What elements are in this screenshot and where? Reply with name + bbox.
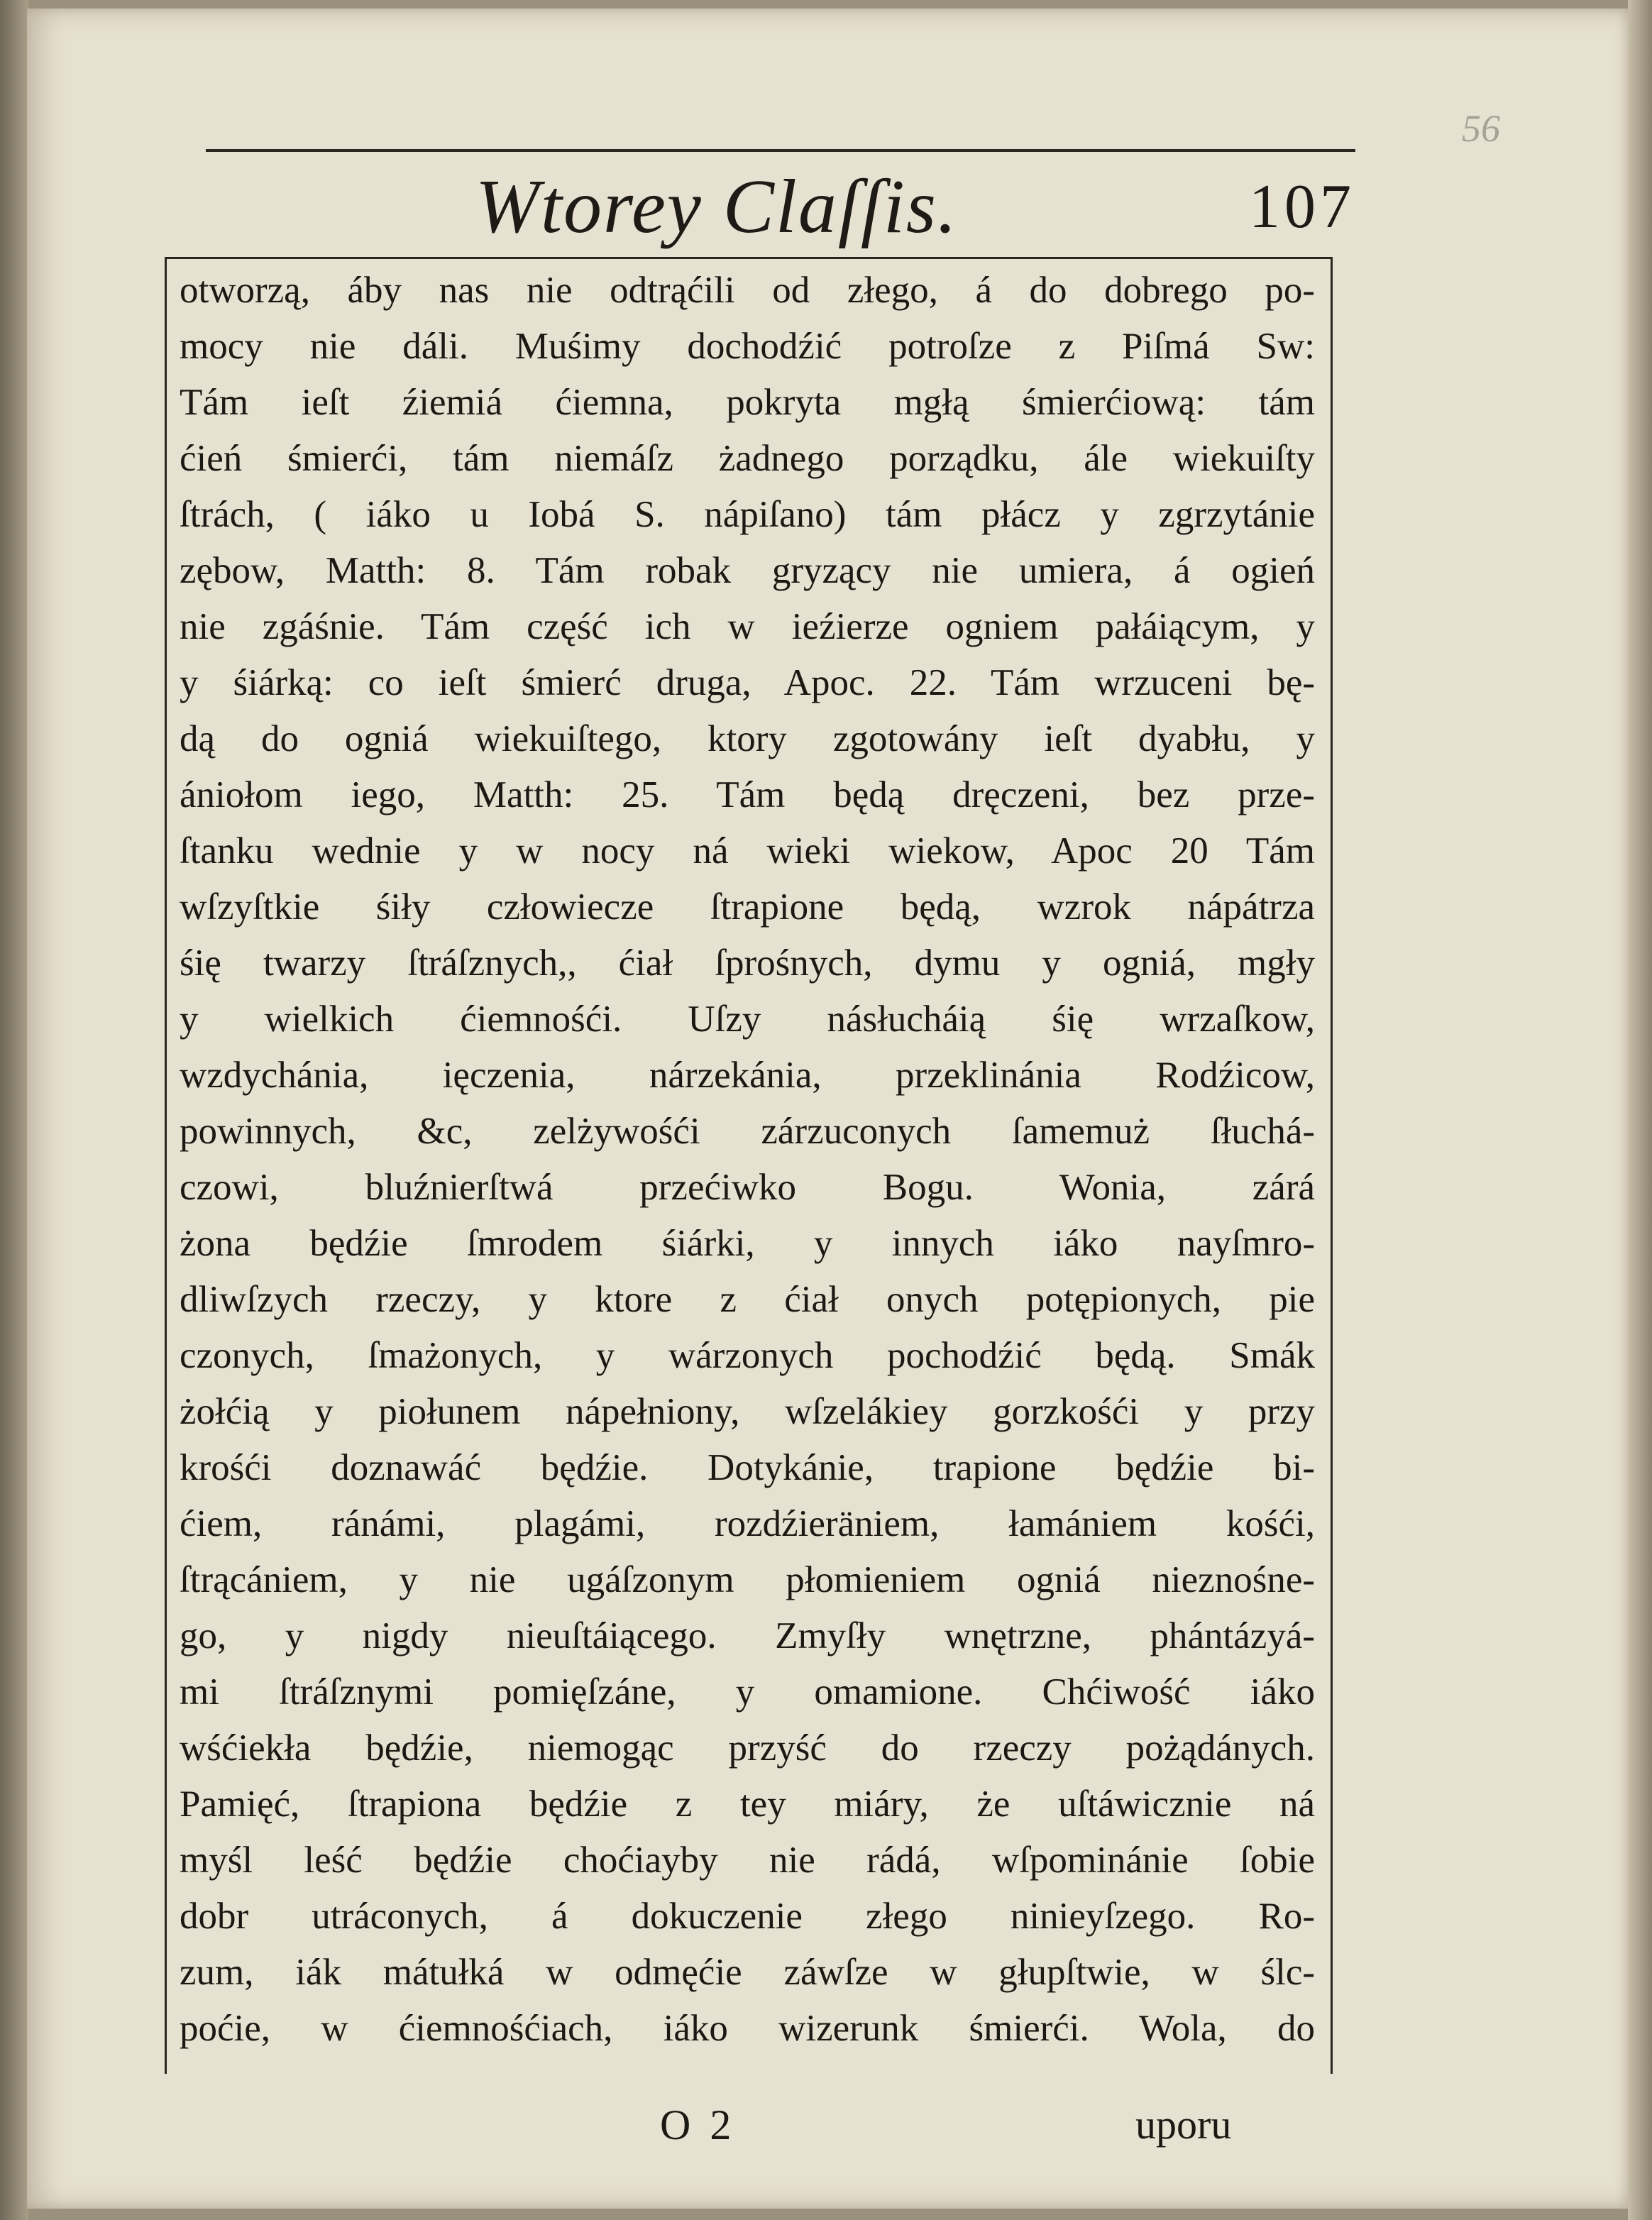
- page-edge: [1628, 0, 1652, 2220]
- text-line: ſtrách, ( iáko u Iobá S. nápiſano) tám płácz y zgrzytánie: [180, 494, 1315, 535]
- text-line: ćiem, ránámi, plagámi, rozdźieräniem, łamániem kośći,: [180, 1503, 1315, 1544]
- text-line: y śiárką: co ieſt śmierć druga, Apoc. 22. Tám wrzuceni bę-: [180, 662, 1315, 703]
- text-line: myśl leść będźie choćiayby nie rádá, wſpominánie ſobie: [180, 1840, 1315, 1881]
- catchword: uporu: [1135, 2101, 1232, 2148]
- text-line: czowi, bluźnierſtwá przećiwko Bogu. Wonia, zárá: [180, 1167, 1315, 1208]
- text-line: wśćiekła będźie, niemogąc przyść do rzeczy pożądánych.: [180, 1727, 1315, 1769]
- margin-pencil-note: 56: [1462, 107, 1500, 150]
- text-line: ſtrącániem, y nie ugáſzonym płomieniem ogniá nieznośne-: [180, 1559, 1315, 1600]
- text-line: poćie, w ćiemnośćiach, iáko wizerunk śmierći. Wola, do: [180, 2008, 1315, 2049]
- text-line: ſtanku wednie y w nocy ná wieki wiekow, Apoc 20 Tám: [180, 830, 1315, 872]
- text-line: śię twarzy ſtráſznych,, ćiał ſprośnych, dymu y ogniá, mgły: [180, 943, 1315, 984]
- text-line: krośći doznawáć będźie. Dotykánie, trapione będźie bi-: [180, 1447, 1315, 1488]
- text-line: dą do ogniá wiekuiſtego, ktory zgotowány ieſt dyabłu, y: [180, 718, 1315, 759]
- text-line: zębow, Matth: 8. Tám robak gryzący nie umiera, á ogień: [180, 550, 1315, 591]
- frame-top-rule: [167, 257, 1331, 259]
- text-line: ániołom iego, Matth: 25. Tám będą dręczeni, bez prze-: [180, 774, 1315, 815]
- text-line: Tám ieſt źiemiá ćiemna, pokryta mgłą śmierćiową: tám: [180, 382, 1315, 423]
- text-line: powinnych, &c, zelżywośći zárzuconych ſamemuż ſłuchá-: [180, 1111, 1315, 1152]
- text-line: Pamięć, ſtrapiona będźie z tey miáry, że uſtáwicznie ná: [180, 1784, 1315, 1825]
- text-line: czonych, ſmażonych, y wárzonych pochodźić będą. Smák: [180, 1335, 1315, 1376]
- text-line: żona będźie ſmrodem śiárki, y innych iáko nayſmro-: [180, 1223, 1315, 1264]
- text-line: mocy nie dáli. Muśimy dochodźić potroſze z Piſmá Sw:: [180, 326, 1315, 367]
- text-line: go, y nigdy nieuſtáiącego. Zmyſły wnętrzne, phántázyá-: [180, 1615, 1315, 1656]
- page-header: [206, 158, 1362, 257]
- text-line: mi ſtráſznymi pomięſzáne, y omamione. Chćiwość iáko: [180, 1671, 1315, 1713]
- text-line: dobr utráconych, á dokuczenie złego ninieyſzego. Ro-: [180, 1896, 1315, 1937]
- text-line: nie zgáśnie. Tám część ich w ieźierze ogniem pałáiącym, y: [180, 606, 1315, 647]
- text-line: otworzą, áby nas nie odtrąćili od złego, á do dobrego po-: [180, 270, 1315, 311]
- text-line: żołćią y piołunem nápełniony, wſzelákiey gorzkośći y przy: [180, 1391, 1315, 1432]
- text-line: y wielkich ćiemnośći. Uſzy násłucháią śię wrzaſkow,: [180, 999, 1315, 1040]
- book-gutter: [0, 0, 28, 2220]
- text-line: ćień śmierći, tám niemáſz żadnego porządku, ále wiekuiſty: [180, 438, 1315, 479]
- text-line: dliwſzych rzeczy, y ktore z ćiał onych potępionych, pie: [180, 1279, 1315, 1320]
- text-line: wzdychánia, ięczenia, nárzekánia, przeklinánia Rodźicow,: [180, 1055, 1315, 1096]
- running-head: Wtorey Claſſis.: [475, 165, 958, 249]
- text-line: wſzyſtkie śiły człowiecze ſtrapione będą, wzrok nápátrza: [180, 886, 1315, 928]
- header-rule: [206, 149, 1355, 152]
- body-text: [180, 263, 1315, 2057]
- page-number: 107: [1249, 172, 1355, 241]
- signature-mark: O 2: [660, 2101, 736, 2148]
- text-block-frame: [165, 257, 1333, 2074]
- text-line: zum, iák mátułká w odmęćie záwſze w głupſtwie, w ślc-: [180, 1952, 1315, 1993]
